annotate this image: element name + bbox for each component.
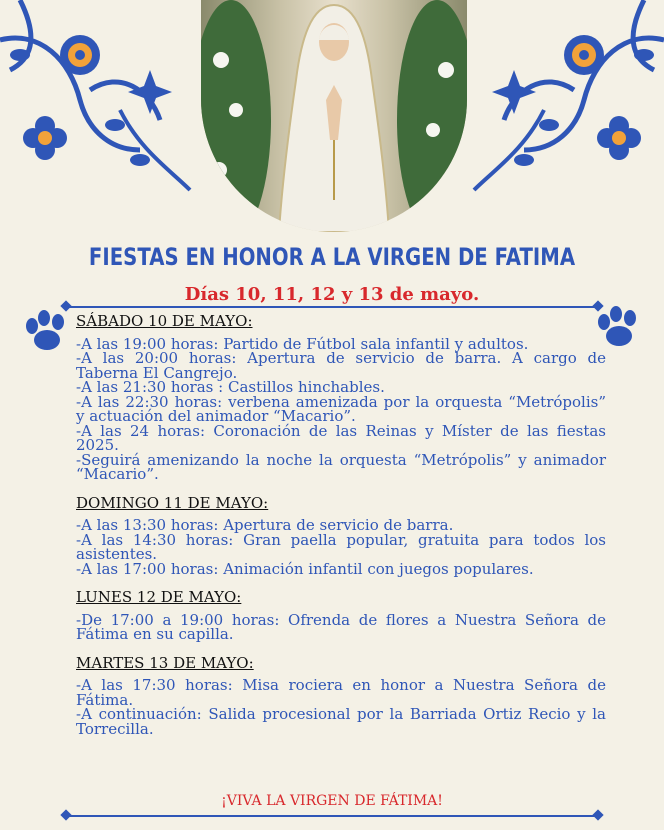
day-section [76, 653, 606, 738]
program-item: -A las 21:30 horas : Castillos hinchables. [76, 378, 385, 396]
day-section [76, 590, 606, 642]
divider [66, 815, 598, 817]
day-heading: MARTES 13 DE MAYO: [76, 653, 254, 672]
program-item: -A las 17:30 horas: Misa rociera en honor a Nuestra Señora de Fátima. [76, 676, 606, 709]
page-title: FIESTAS EN HONOR A LA VIRGEN DE FATIMA [88, 243, 576, 271]
closing-text: ¡VIVA LA VIRGEN DE FÁTIMA! [221, 793, 443, 809]
floral-ornament-icon [0, 0, 200, 200]
day-section [76, 314, 606, 482]
program-item: -A continuación: Salida procesional por la Barriada Ortiz Recio y la Torrecilla. [76, 705, 606, 738]
day-heading: DOMINGO 11 DE MAYO: [76, 493, 269, 512]
event-dates: Días 10, 11, 12 y 13 de mayo. [184, 284, 480, 305]
program-item: -De 17:00 a 19:00 horas: Ofrenda de flores a Nuestra Señora de Fátima en su capilla. [76, 610, 606, 643]
program [76, 314, 606, 750]
program-item: -Seguirá amenizando la noche la orquesta “Metrópolis” y animador “Macario”. [76, 450, 606, 483]
paw-ornament-icon [22, 308, 72, 358]
program-item: -A las 17:00 horas: Animación infantil con juegos populares. [76, 559, 534, 578]
program-item: -A las 24 horas: Coronación de las Reinas y Míster de las fiestas 2025. [76, 421, 606, 454]
program-item: -A las 22:30 horas: verbena amenizada por la orquesta “Metrópolis” y actuación del animador “Macario”. [76, 392, 606, 425]
divider [66, 306, 598, 308]
day-heading: SÁBADO 10 DE MAYO: [76, 312, 253, 330]
program-item: -A las 20:00 horas: Apertura de servicio de barra. A cargo de Taberna El Cangrejo. [76, 349, 606, 382]
floral-ornament-icon [464, 0, 664, 200]
program-item: -A las 13:30 horas: Apertura de servicio de barra. [76, 516, 454, 534]
program-item: -A las 19:00 horas: Partido de Fútbol sala infantil y adultos. [76, 334, 529, 353]
day-section [76, 493, 606, 578]
star-icon [128, 70, 172, 114]
program-item: -A las 14:30 horas: Gran paella popular, gratuita para todos los asistentes. [76, 530, 606, 563]
virgin-image [201, 0, 467, 232]
day-heading: LUNES 12 DE MAYO: [76, 588, 242, 606]
